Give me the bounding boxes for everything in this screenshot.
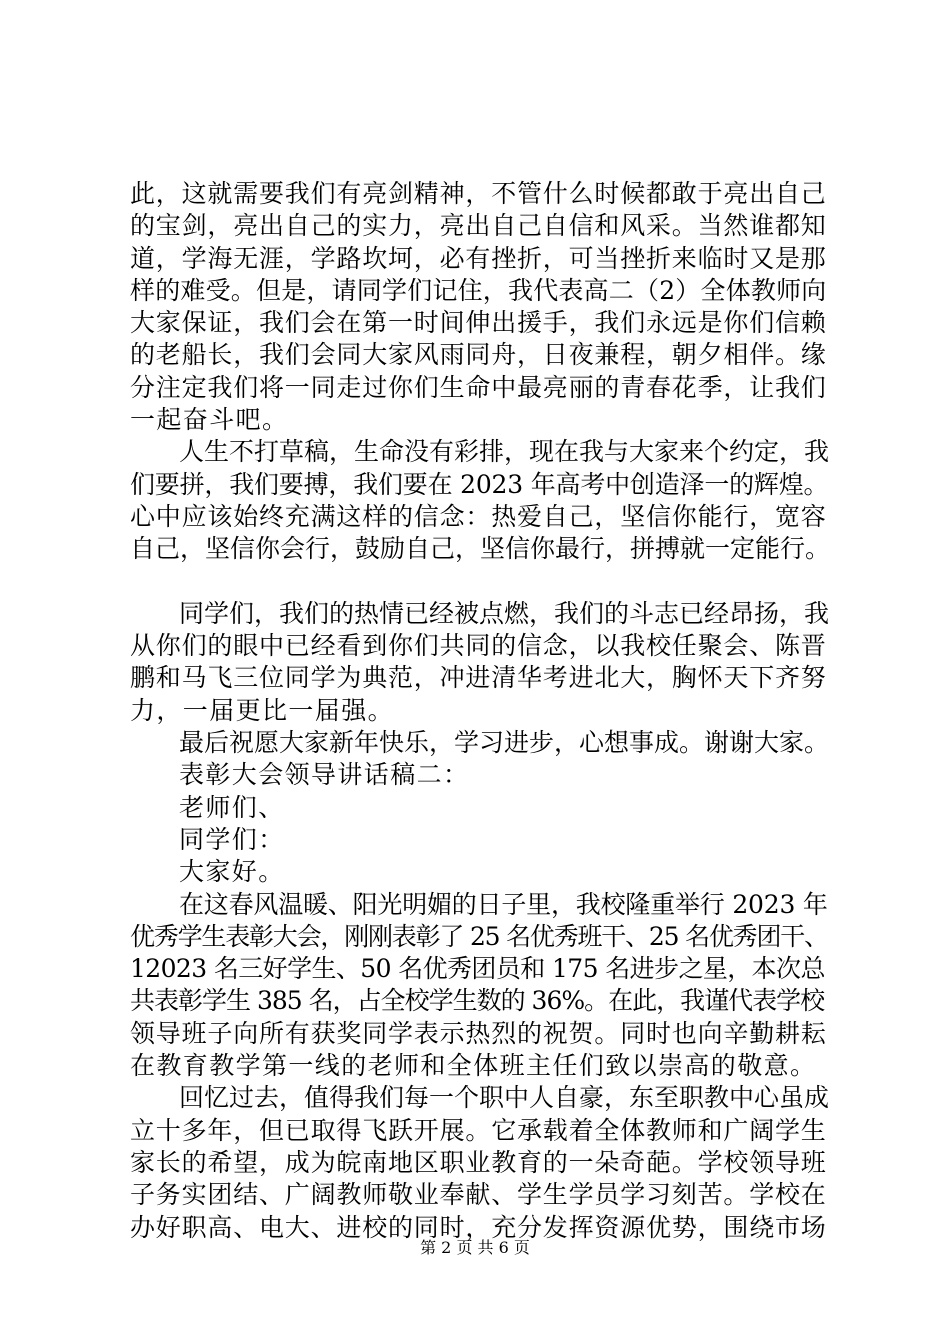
text-line: 道，学海无涯，学路坎坷，必有挫折，可当挫折来临时又是那 [130,243,827,273]
text-line: 12023 名三好学生、50 名优秀团员和 175 名进步之星，本次总 [130,954,825,984]
text-line: 立十多年，但已取得飞跃开展。它承载着全体教师和广阔学生 [130,1115,827,1145]
text-line: 一起奋斗吧。 [130,405,289,435]
paragraph-start: 人生不打草稿，生命没有彩排，现在我与大家来个约定，我 [179,437,830,467]
text-line: 分注定我们将一同走过你们生命中最亮丽的青春花季，让我们 [130,372,827,402]
text-line: 办好职高、电大、进校的同时，充分发挥资源优势，围绕市场 [130,1212,827,1242]
text-line: 从你们的眼中已经看到你们共同的信念，以我校任聚会、陈晋 [130,631,827,661]
section-heading: 表彰大会领导讲话稿二： [179,760,470,790]
greeting: 大家好。 [179,857,285,887]
text-line: 此，这就需要我们有亮剑精神，不管什么时候都敢于亮出自己 [130,179,827,208]
paragraph-start: 同学们，我们的热情已经被点燃，我们的斗志已经昂扬，我 [179,598,830,628]
text-line: 样的难受。但是，请同学们记住，我代表高二（2）全体教师向 [130,275,827,305]
page-number-footer: 第 2 页 共 6 页 [420,1238,530,1257]
paragraph-start: 最后祝愿大家新年快乐，学习进步，心想事成。谢谢大家。 [179,728,830,758]
salutation: 老师们、 [179,792,285,822]
document-body [130,178,830,1244]
paragraph-start: 在这春风温暖、阳光明媚的日子里，我校隆重举行 2023 年 [179,889,828,919]
text-line: 自己，坚信你会行，鼓励自己，坚信你最行，拼搏就一定能行。 [130,534,831,564]
text-line: 家长的希望，成为皖南地区职业教育的一朵奇葩。学校领导班 [130,1147,827,1177]
text-line: 鹏和马飞三位同学为典范，冲进清华考进北大，胸怀天下齐努 [130,663,827,693]
blank-line [130,566,830,598]
salutation: 同学们： [179,824,285,854]
text-line: 子务实团结、广阔教师敬业奉献、学生学员学习刻苦。学校在 [130,1180,827,1210]
text-line: 共表彰学生 385 名，占全校学生数的 36%。在此，我谨代表学校 [130,986,825,1016]
paragraph-start: 回忆过去，值得我们每一个职中人自豪，东至职教中心虽成 [179,1083,830,1113]
text-line: 的宝剑，亮出自己的实力，亮出自己自信和风采。当然谁都知 [130,211,827,241]
text-line: 在教育教学第一线的老师和全体班主任们致以崇高的敬意。 [130,1051,817,1081]
text-line: 力，一届更比一届强。 [130,695,395,725]
text-line: 领导班子向所有获奖同学表示热烈的祝贺。同时也向辛勤耕耘 [130,1018,827,1048]
text-line: 心中应该始终充满这样的信念：热爱自己，坚信你能行，宽容 [130,501,827,531]
text-line: 大家保证，我们会在第一时间伸出援手，我们永远是你们信赖 [130,308,827,338]
text-line: 的老船长，我们会同大家风雨同舟，日夜兼程，朝夕相伴。缘 [130,340,827,370]
text-line: 优秀学生表彰大会，刚刚表彰了 25 名优秀班干、25 名优秀团干、 [130,921,828,951]
text-line: 们要拼，我们要搏，我们要在 2023 年高考中创造泽一的辉煌。 [130,469,829,499]
